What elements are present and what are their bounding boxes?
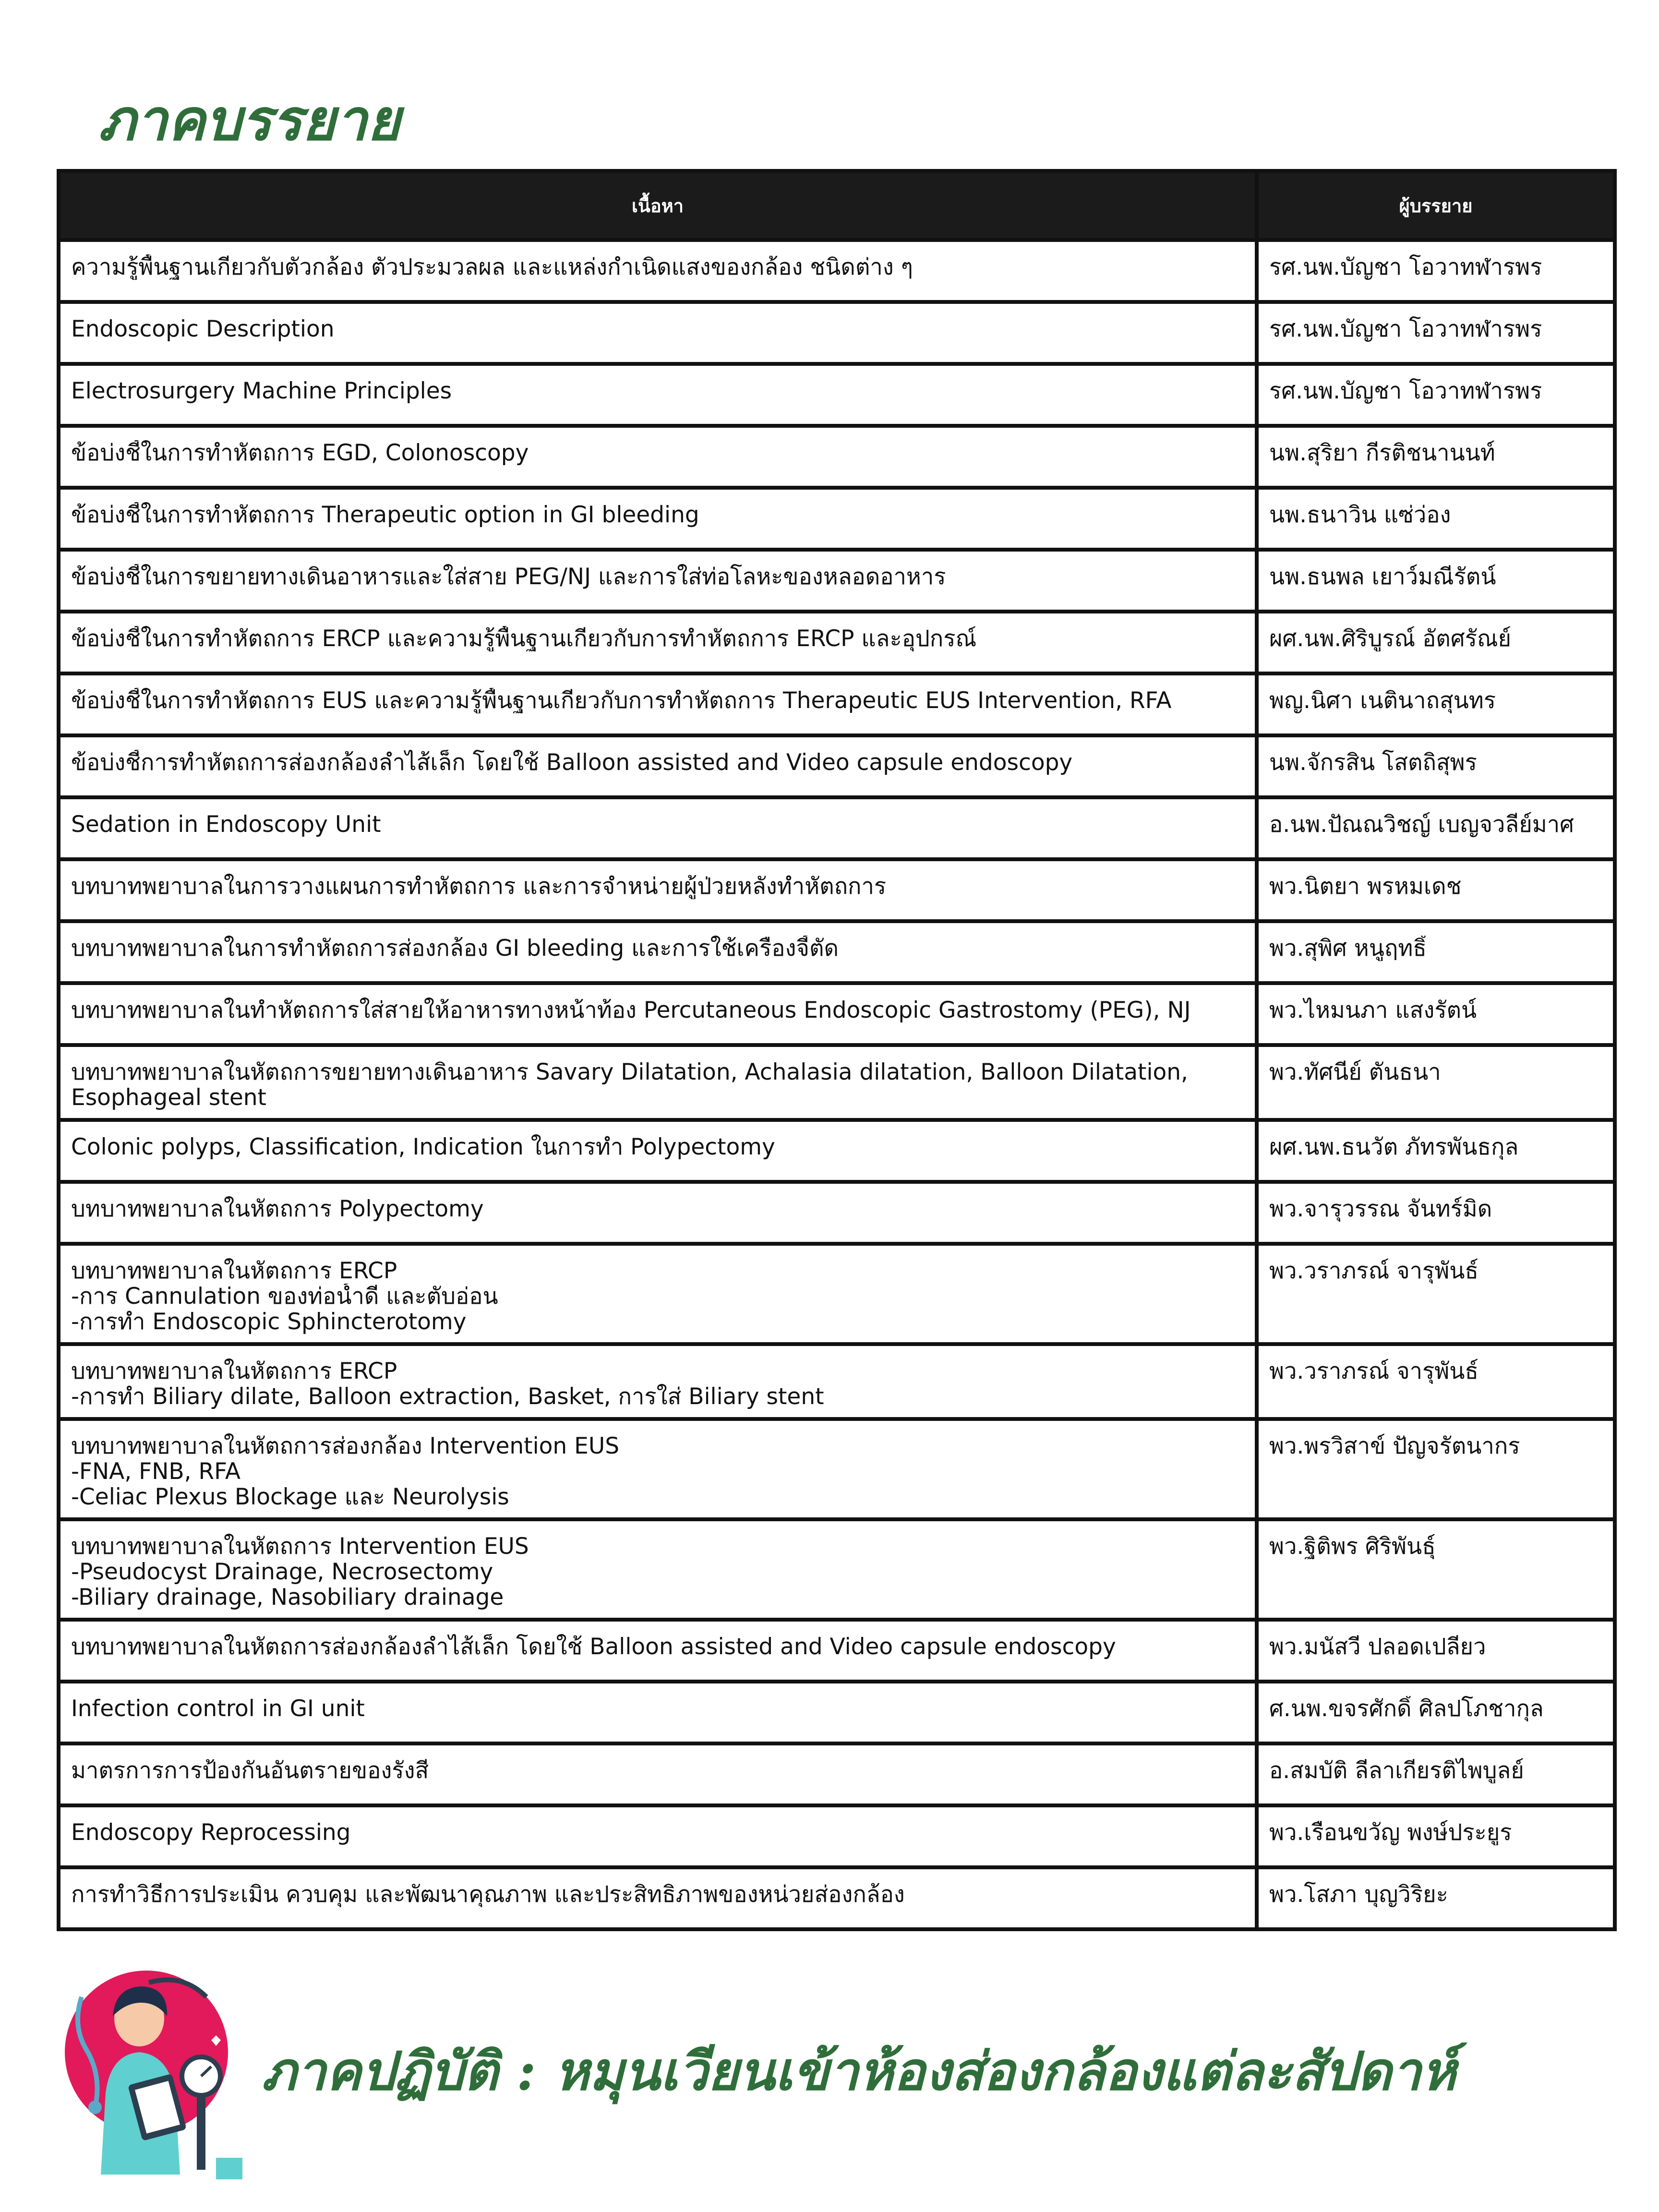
speaker-name: รศ.นพ.บัญชา โอวาทฬารพร xyxy=(1269,254,1542,280)
speaker-name: อ.นพ.ปัณณวิชญ์ เบญจวลีย์มาศ xyxy=(1269,812,1574,837)
speaker-name: พว.โสภา บุญวิริยะ xyxy=(1269,1882,1448,1907)
topic-line: บทบาทพยาบาลในทำหัตถการใส่สายให้อาหารทางหน้าท้อง Percutaneous Endoscopic Gastrostomy (PEG), NJ xyxy=(71,998,1191,1023)
practice-title: ภาคปฏิบัติ : หมุนเวียนเข้าห้องส่องกล้องแต่ละสัปดาห์ xyxy=(262,2040,1456,2102)
nurse-with-clipboard-icon xyxy=(53,1968,245,2179)
topic-line: Endoscopy Reprocessing xyxy=(71,1820,351,1845)
topic-line: ข้อบ่งชี้ในการทำหัตถการ Therapeutic option in GI bleeding xyxy=(71,502,699,528)
speaker-cell xyxy=(1257,612,1615,673)
speaker-cell xyxy=(1257,1867,1615,1929)
topic-cell xyxy=(59,673,1257,735)
speaker-name: พว.วราภรณ์ จารุพันธ์ xyxy=(1269,1358,1479,1384)
table-row xyxy=(59,735,1615,797)
topic-line: Endoscopic Description xyxy=(71,316,335,342)
speaker-cell xyxy=(1257,1344,1615,1419)
topic-line: -FNA, FNB, RFA xyxy=(71,1459,241,1484)
speaker-cell xyxy=(1257,797,1615,859)
table-row xyxy=(59,1867,1615,1929)
speaker-cell xyxy=(1257,983,1615,1045)
topic-cell xyxy=(59,1120,1257,1182)
speaker-cell xyxy=(1257,1743,1615,1805)
topic-cell xyxy=(59,859,1257,921)
topic-cell xyxy=(59,1182,1257,1244)
speaker-name: นพ.จักรสิน โสตถิสุพร xyxy=(1269,750,1477,775)
topic-cell xyxy=(59,1045,1257,1120)
topic-cell xyxy=(59,364,1257,426)
speaker-name: พว.สุพิศ หนูฤทธิ์ xyxy=(1269,936,1427,961)
table-row xyxy=(59,1244,1615,1344)
topic-cell xyxy=(59,1805,1257,1867)
lecture-table xyxy=(57,169,1617,1931)
topic-line: -การทำ Endoscopic Sphincterotomy xyxy=(71,1309,467,1334)
speaker-cell xyxy=(1257,1045,1615,1120)
topic-cell xyxy=(59,1419,1257,1519)
table-row xyxy=(59,859,1615,921)
table-row xyxy=(59,983,1615,1045)
topic-cell xyxy=(59,612,1257,673)
speaker-cell xyxy=(1257,1519,1615,1620)
topic-cell xyxy=(59,302,1257,364)
topic-line: มาตรการการป้องกันอันตรายของรังสี xyxy=(71,1758,429,1783)
speaker-name: นพ.สุริยา กีรติชนานนท์ xyxy=(1269,440,1495,466)
table-row xyxy=(59,364,1615,426)
table-row xyxy=(59,550,1615,612)
topic-line: -Celiac Plexus Blockage และ Neurolysis xyxy=(71,1484,509,1510)
table-row xyxy=(59,921,1615,983)
topic-line: -Biliary drainage, Nasobiliary drainage xyxy=(71,1585,504,1610)
table-row xyxy=(59,1805,1615,1867)
topic-line: Sedation in Endoscopy Unit xyxy=(71,812,381,837)
speaker-name: พว.เรือนขวัญ พงษ์ประยูร xyxy=(1269,1820,1512,1845)
speaker-cell xyxy=(1257,1182,1615,1244)
speaker-name: พว.วราภรณ์ จารุพันธ์ xyxy=(1269,1258,1479,1284)
table-row xyxy=(59,240,1615,302)
topic-line: Esophageal stent xyxy=(71,1085,266,1110)
speaker-name: นพ.ธนาวิน แซ่ว่อง xyxy=(1269,502,1451,528)
topic-line: บทบาทพยาบาลในหัตถการขยายทางเดินอาหาร Savary Dilatation, Achalasia dilatation, Balloon Dilatation, xyxy=(71,1059,1188,1085)
speaker-name: พว.มนัสวี ปลอดเปลี่ยว xyxy=(1269,1634,1486,1659)
table-row xyxy=(59,1682,1615,1743)
speaker-cell xyxy=(1257,364,1615,426)
speaker-name: ผศ.นพ.ธนวัต ภัทรพันธกุล xyxy=(1269,1134,1519,1160)
speaker-cell xyxy=(1257,1419,1615,1519)
table-row xyxy=(59,1419,1615,1519)
topic-line: บทบาทพยาบาลในหัตถการส่องกล้อง Intervention EUS xyxy=(71,1433,620,1459)
table-row xyxy=(59,1120,1615,1182)
speaker-name: พว.พรวิสาข์ ปัญจรัตนากร xyxy=(1269,1433,1520,1459)
topic-line: ข้อบ่งชี้ในการทำหัตถการ EGD, Colonoscopy xyxy=(71,440,529,466)
topic-cell xyxy=(59,1519,1257,1620)
topic-line: Infection control in GI unit xyxy=(71,1696,365,1721)
topic-cell xyxy=(59,1620,1257,1682)
table-row xyxy=(59,612,1615,673)
speaker-name: รศ.นพ.บัญชา โอวาทฬารพร xyxy=(1269,378,1542,404)
speaker-cell xyxy=(1257,426,1615,488)
speaker-cell xyxy=(1257,1805,1615,1867)
speaker-cell xyxy=(1257,1682,1615,1743)
table-row xyxy=(59,488,1615,550)
speaker-name: พญ.นิศา เนตินาถสุนทร xyxy=(1269,688,1496,713)
speaker-cell xyxy=(1257,240,1615,302)
speaker-cell xyxy=(1257,302,1615,364)
speaker-name: รศ.นพ.บัญชา โอวาทฬารพร xyxy=(1269,316,1542,342)
topic-line: ข้อบ่งชี้ในการทำหัตถการ EUS และความรู้พื้นฐานเกี่ยวกับการทำหัตถการ Therapeutic EUS Intervention, RFA xyxy=(71,688,1172,713)
speaker-column-header: ผู้บรรยาย xyxy=(1257,171,1615,240)
table-row xyxy=(59,673,1615,735)
speaker-name: ศ.นพ.ขจรศักดิ์ ศิลปโภชากุล xyxy=(1269,1696,1544,1721)
speaker-name: ผศ.นพ.ศิริบูรณ์ อัตศรัณย์ xyxy=(1269,626,1512,651)
speaker-name: พว.ฐิติพร ศิริพันธุ์ xyxy=(1269,1534,1436,1559)
table-row xyxy=(59,1344,1615,1419)
topic-cell xyxy=(59,488,1257,550)
topic-cell xyxy=(59,1244,1257,1344)
topic-cell xyxy=(59,1682,1257,1743)
topic-cell xyxy=(59,735,1257,797)
topic-line: ข้อบ่งชี้ในการทำหัตถการ ERCP และความรู้พื้นฐานเกี่ยวกับการทำหัตถการ ERCP และอุปกรณ์ xyxy=(71,626,977,651)
table-row xyxy=(59,1519,1615,1620)
topic-cell xyxy=(59,797,1257,859)
speaker-name: พว.ทัศนีย์ ตันธนา xyxy=(1269,1059,1441,1085)
table-row xyxy=(59,302,1615,364)
topic-line: ข้อบ่งชี้การทำหัตถการส่องกล้องลำไส้เล็ก โดยใช้ Balloon assisted and Video capsule endoscopy xyxy=(71,750,1073,775)
topic-line: บทบาทพยาบาลในหัตถการส่องกล้องลำไส้เล็ก โดยใช้ Balloon assisted and Video capsule endoscopy xyxy=(71,1634,1116,1659)
topic-line: บทบาทพยาบาลในการทำหัตถการส่องกล้อง GI bleeding และการใช้เครื่องจี้ตัด xyxy=(71,936,839,961)
table-header-row xyxy=(59,171,1615,240)
table-row xyxy=(59,426,1615,488)
topic-column-header: เนื้อหา xyxy=(59,171,1257,240)
topic-line: -การ Cannulation ของท่อน้ำดี และตับอ่อน xyxy=(71,1284,498,1309)
topic-line: ข้อบ่งชี้ในการขยายทางเดินอาหารและใส่สาย PEG/NJ และการใส่ท่อโลหะของหลอดอาหาร xyxy=(71,564,946,589)
speaker-cell xyxy=(1257,735,1615,797)
speaker-name: นพ.ธนพล เยาว์มณีรัตน์ xyxy=(1269,564,1496,589)
topic-line: -การทำ Biliary dilate, Balloon extraction, Basket, การใส่ Biliary stent xyxy=(71,1384,824,1409)
topic-line: บทบาทพยาบาลในหัตถการ ERCP xyxy=(71,1358,397,1384)
topic-line: บทบาทพยาบาลในการวางแผนการทำหัตถการ และการจำหน่ายผู้ป่วยหลังทำหัตถการ xyxy=(71,874,887,899)
speaker-name: พว.ไหมนภา แสงรัตน์ xyxy=(1269,998,1477,1023)
topic-line: -Pseudocyst Drainage, Necrosectomy xyxy=(71,1559,493,1585)
speaker-cell xyxy=(1257,550,1615,612)
topic-cell xyxy=(59,983,1257,1045)
speaker-cell xyxy=(1257,1244,1615,1344)
table-row xyxy=(59,1743,1615,1805)
table-body xyxy=(59,240,1615,1929)
speaker-cell xyxy=(1257,488,1615,550)
table-row xyxy=(59,1045,1615,1120)
speaker-cell xyxy=(1257,921,1615,983)
topic-cell xyxy=(59,550,1257,612)
table-row xyxy=(59,1182,1615,1244)
topic-line: ความรู้พื้นฐานเกี่ยวกับตัวกล้อง ตัวประมวลผล และแหล่งกำเนิดแสงของกล้อง ชนิดต่าง ๆ xyxy=(71,254,913,280)
table-row xyxy=(59,1620,1615,1682)
topic-line: บทบาทพยาบาลในหัตถการ ERCP xyxy=(71,1258,397,1284)
topic-cell xyxy=(59,1867,1257,1929)
topic-line: บทบาทพยาบาลในหัตถการ Intervention EUS xyxy=(71,1534,529,1559)
topic-line: Colonic polyps, Classification, Indication ในการทำ Polypectomy xyxy=(71,1134,775,1160)
topic-line: บทบาทพยาบาลในหัตถการ Polypectomy xyxy=(71,1196,484,1222)
topic-cell xyxy=(59,426,1257,488)
topic-line: การทำวิธีการประเมิน ควบคุม และพัฒนาคุณภาพ และประสิทธิภาพของหน่วยส่องกล้อง xyxy=(71,1882,905,1907)
topic-cell xyxy=(59,1743,1257,1805)
speaker-name: อ.สมบัติ ลีลาเกียรติไพบูลย์ xyxy=(1269,1758,1524,1783)
lecture-heading: ภาคบรรยาย xyxy=(98,86,401,153)
topic-cell xyxy=(59,921,1257,983)
speaker-cell xyxy=(1257,1120,1615,1182)
topic-cell xyxy=(59,1344,1257,1419)
topic-line: Electrosurgery Machine Principles xyxy=(71,378,452,404)
topic-cell xyxy=(59,240,1257,302)
table-row xyxy=(59,797,1615,859)
speaker-cell xyxy=(1257,859,1615,921)
speaker-name: พว.จารุวรรณ จันทร์มิด xyxy=(1269,1196,1492,1222)
speaker-name: พว.นิตยา พรหมเดช xyxy=(1269,874,1462,899)
speaker-cell xyxy=(1257,1620,1615,1682)
speaker-cell xyxy=(1257,673,1615,735)
